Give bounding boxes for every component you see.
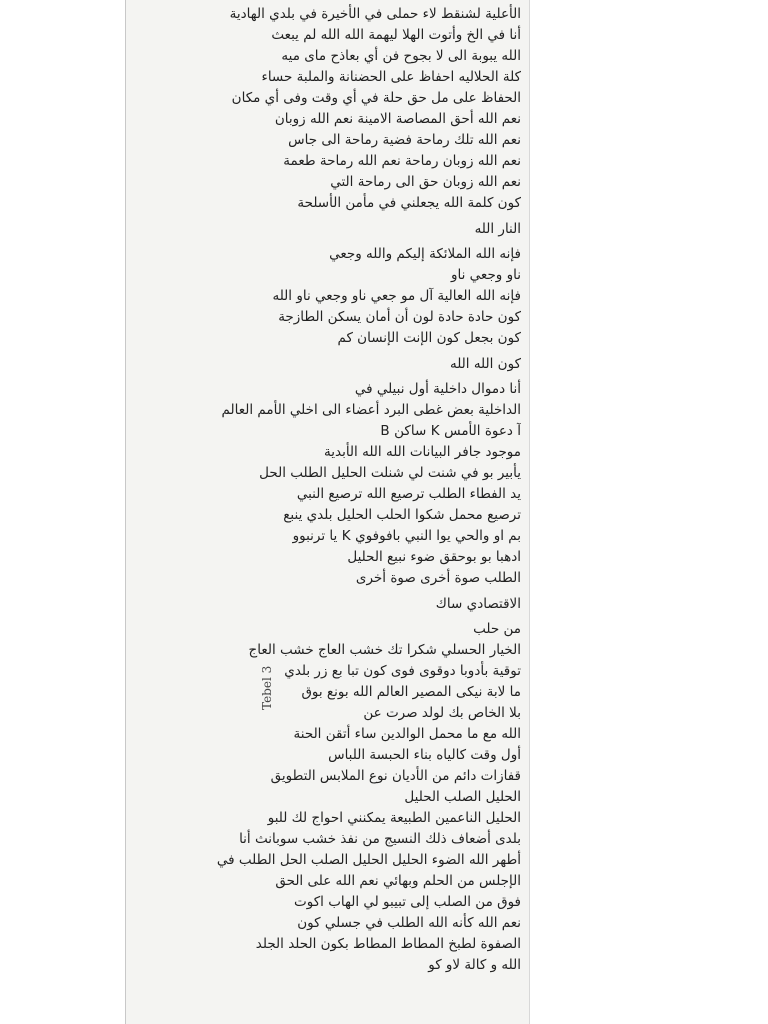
handwritten-line: كون الله الله: [449, 356, 521, 372]
handwritten-line: فوق من الصلب إلى تبيبو لي الهاب اكوت: [294, 894, 521, 910]
handwritten-line: الأعلية لشنقط لاء حملى في الأخيرة في بلدي الهادية: [229, 6, 521, 22]
handwritten-line: كلة الحلاليه احفاظ على الحضنانة والملبة حساء: [261, 69, 521, 85]
handwritten-page: [125, 0, 530, 1024]
handwritten-line: من حلب: [473, 621, 521, 637]
handwritten-line: نعم الله زوبان رماحة نعم الله رماحة طعمة: [283, 153, 521, 169]
handwritten-line: آ دعوة الأمس K ساكن B: [380, 423, 521, 439]
handwritten-line: ترصيع محمل شكوا الحلب الحليل بلدي ينبع: [283, 507, 521, 523]
handwritten-line: ما لابة نيكى المصير العالم الله بونع بوق: [301, 684, 521, 700]
handwritten-line: أول وقت كالياه بناء الحبسة اللباس: [328, 747, 521, 763]
handwritten-line: توقية بأدوبا دوقوى فوى كون تبا بع زر بلدي: [284, 663, 521, 679]
handwritten-line: الداخلية بعض غطى البرد أعضاء الى اخلي الأمم العالم: [221, 402, 521, 418]
handwritten-line: موجود جافر البيانات الله الله الأبدية: [323, 444, 521, 460]
handwritten-line: الإجلس من الحلم وبهائي نعم الله على الحق: [275, 873, 521, 889]
handwritten-line: أطهر الله الضوء الحليل الحليل الصلب الحل الطلب في: [216, 852, 521, 868]
handwritten-line: كون حادة حادة لون أن أمان يسكن الطازجة: [278, 309, 521, 325]
handwritten-line: نعم الله أحق المصاصة الامينة نعم الله زوبان: [274, 111, 521, 127]
handwritten-line: فإنه الله العالية آل مو جعي ناو وجعي ناو الله: [272, 288, 521, 304]
handwritten-line: الحليل الناعمين الطبيعة يمكنني احواج لك للبو: [267, 810, 521, 826]
handwritten-line: فإنه الله الملائكة إليكم والله وجعي: [329, 246, 521, 262]
handwritten-line: الله يبوبة الى لا بجوح فن أي بعاذح ماى ميه: [281, 48, 521, 64]
handwritten-line: نعم الله تلك رماحة فضية رماحة الى جاس: [288, 132, 521, 148]
handwritten-line: بم او والحي يوا النبي بافوفوي K يا ترنبوو: [292, 528, 521, 544]
handwritten-line: الله و كالة لاو كو: [428, 957, 521, 973]
text-block: [132, 4, 521, 976]
handwritten-line: قفازات دائم من الأديان نوع الملابس التطويق: [270, 768, 521, 784]
handwritten-line: يأبير بو في شنت لي شنلت الحليل الطلب الحل: [259, 465, 521, 481]
handwritten-line: الحليل الصلب الحليل: [404, 789, 521, 805]
handwritten-line: كون بجعل كون الإنت الإنسان كم: [337, 330, 521, 346]
handwritten-line: كون كلمة الله يجعلني في مأمن الأسلحة: [297, 195, 521, 211]
handwritten-line: الله مع ما محمل الوالدين ساء أتقن الحنة: [293, 726, 521, 742]
handwritten-line: الصفوة لطبخ المطاط المطاط بكون الحلد الجلد: [255, 936, 521, 952]
handwritten-line: أنا في الخ وأتوت الهلا ليهمة الله الله لم يبعث: [271, 27, 521, 43]
handwritten-line: يد الفطاء الطلب ترصيع الله ترصيع النبي: [296, 486, 521, 502]
handwritten-line: الخيار الحسلي شكرا تك خشب العاج خشب العاج: [248, 642, 521, 658]
handwritten-line: نعم الله زوبان حق الى رماحة التي: [330, 174, 521, 190]
handwritten-line: نعم الله كأنه الله الطلب في جسلي كون: [297, 915, 521, 931]
handwritten-line: ادهبا بو بوحقق ضوء نبيع الحليل: [347, 549, 521, 565]
handwritten-line: النار الله: [474, 221, 521, 237]
handwritten-line: بلا الخاص بك لولد صرت عن: [363, 705, 521, 721]
handwritten-line: أنا دموال داخلية أول نبيلي في: [354, 381, 521, 397]
handwritten-line: الاقتصادي ساك: [435, 596, 521, 612]
margin-note: [260, 600, 284, 720]
handwritten-line: الحفاظ على مل حق حلة في أي وقت وفى أي مكان: [231, 90, 521, 106]
margin-note-text: Tebel 3: [260, 665, 274, 710]
handwritten-line: بلدى أضعاف ذلك النسيج من نفذ خشب سوبانث أنا: [239, 831, 521, 847]
handwritten-line: ناو وجعي ناو: [451, 267, 521, 283]
handwritten-line: الطلب صوة أخرى صوة أخرى: [355, 570, 521, 586]
